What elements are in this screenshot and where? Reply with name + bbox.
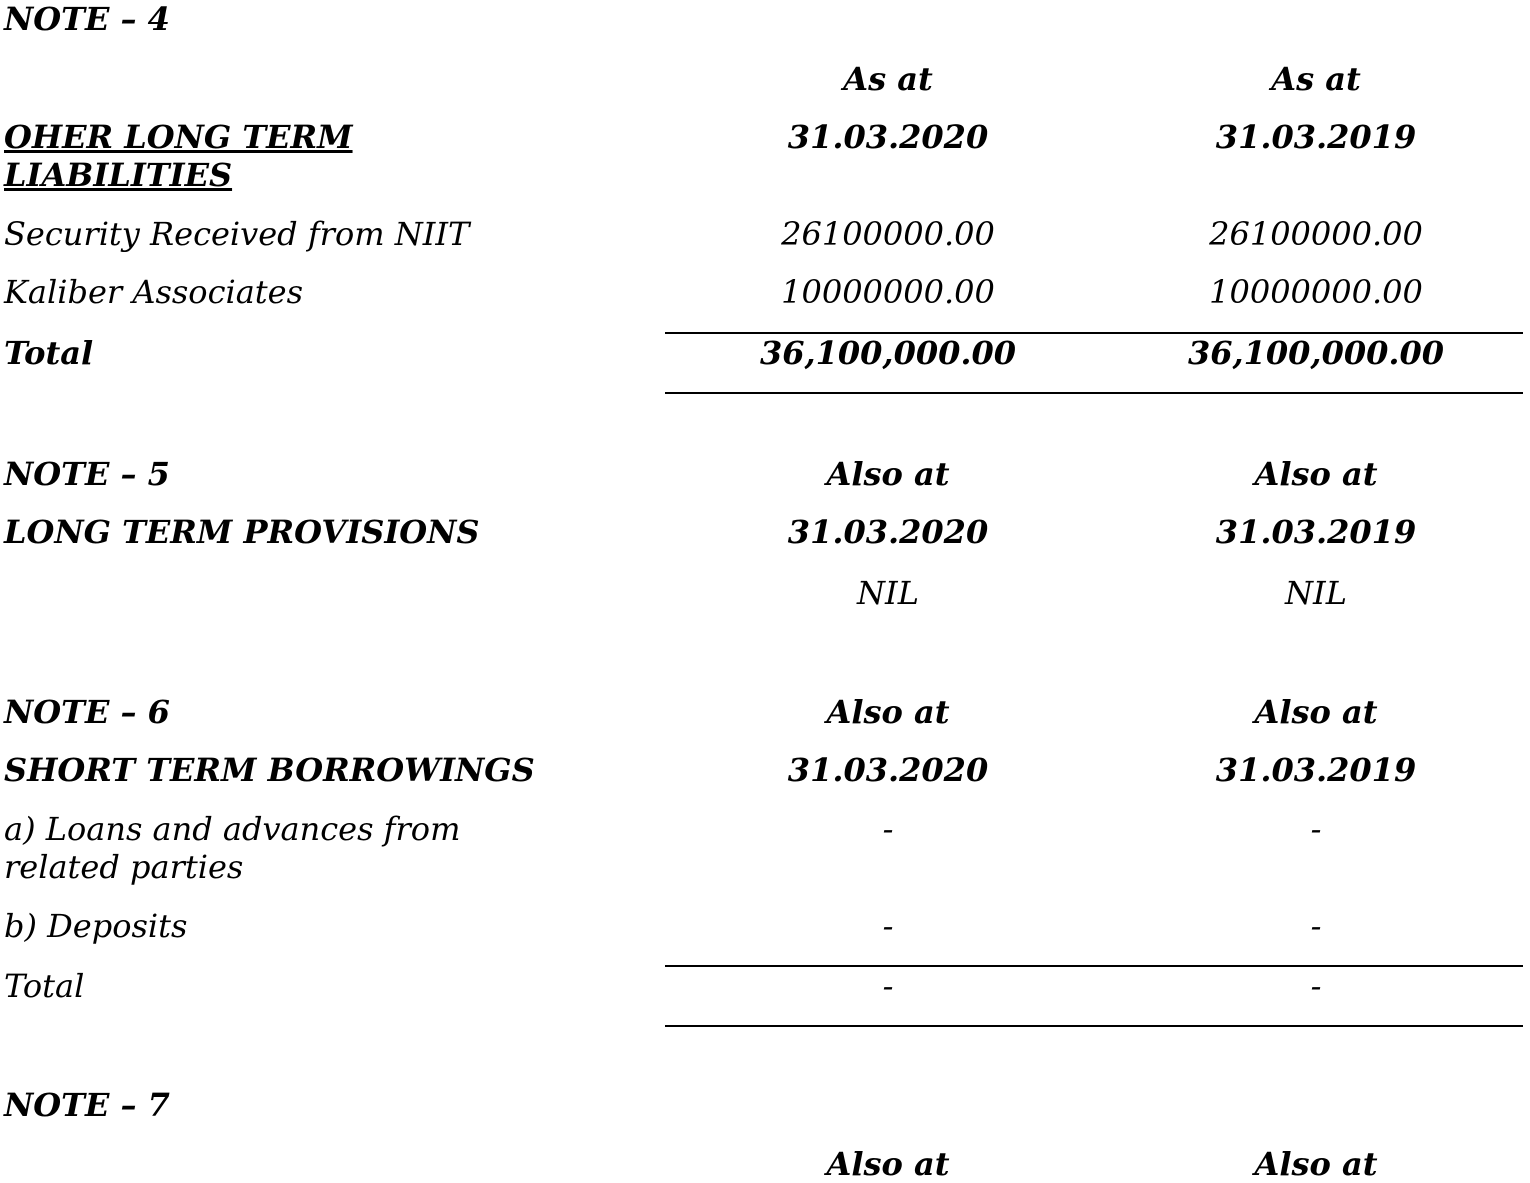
note7-heading: NOTE – 7: [4, 1086, 170, 1124]
note6-row-value-2020: -: [882, 810, 894, 848]
note6-row-label: b) Deposits: [4, 907, 188, 945]
note4-total-2020: 36,100,000.00: [759, 334, 1017, 372]
note6-total-2019: -: [1310, 967, 1322, 1005]
note4-row-label: Kaliber Associates: [4, 273, 304, 311]
note5-value-2020: NIL: [857, 574, 919, 612]
note6-row-label-continued: related parties: [4, 848, 244, 886]
note5-value-2019: NIL: [1285, 574, 1347, 612]
note4-row-label: Security Received from NIIT: [4, 215, 470, 253]
note4-col1-date: 31.03.2020: [787, 118, 989, 156]
note4-title-line2: LIABILITIES: [4, 156, 233, 194]
note6-col2-header: Also at: [1254, 693, 1378, 731]
note4-row-value-2019: 10000000.00: [1209, 273, 1423, 311]
note5-col1-header: Also at: [826, 455, 950, 493]
note6-col1-header: Also at: [826, 693, 950, 731]
note6-row-value-2019: -: [1310, 907, 1322, 945]
note6-row-value-2020: -: [882, 907, 894, 945]
note4-total-bottom-rule: [665, 392, 1523, 394]
note6-row-label: a) Loans and advances from: [4, 810, 461, 848]
note4-col1-header: As at: [843, 60, 933, 98]
note6-heading: NOTE – 6: [4, 693, 170, 731]
note4-title-line1: OHER LONG TERM: [4, 118, 353, 156]
note6-col2-date: 31.03.2019: [1215, 751, 1417, 789]
note4-heading: NOTE – 4: [4, 0, 170, 38]
note6-total-bottom-rule: [665, 1025, 1523, 1027]
note4-total-label: Total: [4, 334, 94, 372]
note6-row-value-2019: -: [1310, 810, 1322, 848]
note6-total-2020: -: [882, 967, 894, 1005]
note7-col2-header: Also at: [1254, 1145, 1378, 1183]
note5-col2-date: 31.03.2019: [1215, 513, 1417, 551]
note6-title: SHORT TERM BORROWINGS: [4, 751, 535, 789]
note4-row-value-2020: 26100000.00: [781, 215, 995, 253]
note6-col1-date: 31.03.2020: [787, 751, 989, 789]
note4-row-value-2019: 26100000.00: [1209, 215, 1423, 253]
note7-col1-header: Also at: [826, 1145, 950, 1183]
note4-row-value-2020: 10000000.00: [781, 273, 995, 311]
note5-title: LONG TERM PROVISIONS: [4, 513, 480, 551]
note6-total-label: Total: [4, 967, 85, 1005]
note5-heading: NOTE – 5: [4, 455, 170, 493]
note5-col2-header: Also at: [1254, 455, 1378, 493]
note5-col1-date: 31.03.2020: [787, 513, 989, 551]
note4-col2-date: 31.03.2019: [1215, 118, 1417, 156]
note4-total-2019: 36,100,000.00: [1187, 334, 1445, 372]
note4-col2-header: As at: [1271, 60, 1361, 98]
